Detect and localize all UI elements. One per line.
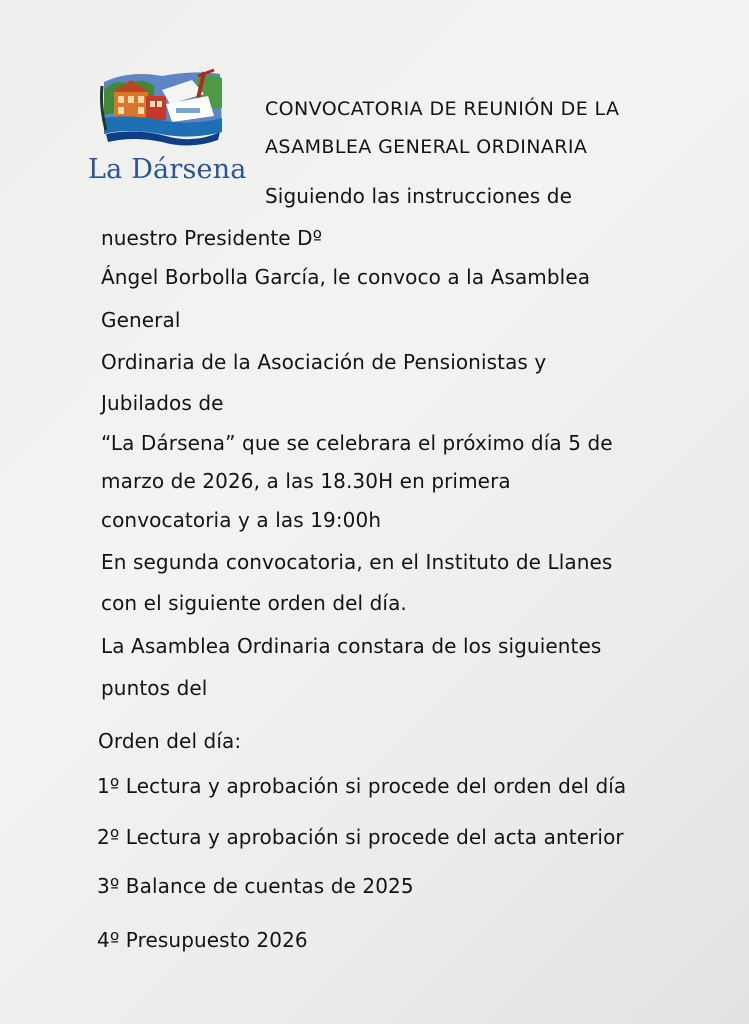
body-line: puntos del — [101, 676, 208, 700]
body-line: Siguiendo las instrucciones de — [265, 184, 572, 208]
body-line: convocatoria y a las 19:00h — [101, 508, 382, 532]
body-line: En segunda convocatoria, en el Instituto de Llanes — [101, 550, 613, 574]
agenda-item: 1º Lectura y aprobación si procede del orden del día — [97, 774, 627, 798]
body-line: con el siguiente orden del día. — [101, 591, 407, 615]
body-line: “La Dársena” que se celebrara el próximo día 5 de — [101, 431, 613, 455]
agenda-item: 3º Balance de cuentas de 2025 — [97, 874, 414, 898]
body-line: Ordinaria de la Asociación de Pensionistas y — [101, 350, 547, 374]
body-line: marzo de 2026, a las 18.30H en primera — [101, 469, 511, 493]
harbor-illustration-icon — [100, 68, 224, 152]
title-line-1: CONVOCATORIA DE REUNIÓN DE LA — [265, 98, 620, 120]
la-darsena-logo — [88, 68, 247, 188]
body-line: Jubilados de — [101, 391, 224, 415]
body-line: General — [101, 308, 181, 332]
logo-wordmark: La Dársena — [88, 154, 247, 185]
agenda-item: 2º Lectura y aprobación si procede del acta anterior — [97, 825, 624, 849]
body-line: nuestro Presidente Dº — [101, 226, 323, 250]
body-line: Ángel Borbolla García, le convoco a la Asamblea — [101, 265, 591, 289]
agenda-item: 4º Presupuesto 2026 — [97, 928, 308, 952]
body-line: La Asamblea Ordinaria constara de los siguientes — [101, 634, 602, 658]
title-line-2: ASAMBLEA GENERAL ORDINARIA — [265, 136, 588, 158]
agenda-heading: Orden del día: — [98, 729, 242, 753]
